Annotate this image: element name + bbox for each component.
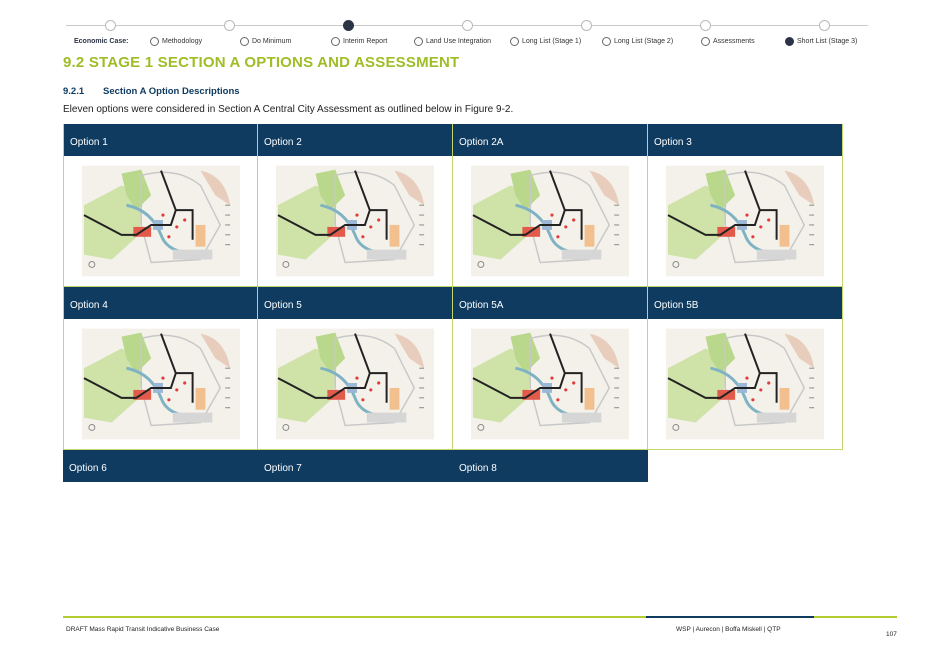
option-map <box>648 156 842 286</box>
progress-node[interactable] <box>224 20 235 31</box>
option-map <box>258 319 452 449</box>
option-map <box>453 319 647 449</box>
option-route-map <box>471 328 629 440</box>
option-title: Option 5A <box>453 287 647 319</box>
option-title: Option 5 <box>258 287 452 319</box>
nav-item-label: Long List (Stage 1) <box>522 38 582 45</box>
option-cell <box>63 124 258 287</box>
option-route-map <box>666 165 824 277</box>
nav-item-land-use[interactable] <box>414 37 491 46</box>
option-map <box>64 319 257 449</box>
subsection-heading <box>63 86 240 97</box>
radio-icon <box>240 37 249 46</box>
option-title: Option 7 <box>258 450 453 482</box>
radio-icon <box>701 37 710 46</box>
option-cell <box>453 450 648 482</box>
progress-node[interactable] <box>819 20 830 31</box>
economic-case-nav <box>0 37 934 51</box>
economic-case-label: Economic Case: <box>74 38 129 45</box>
option-cell <box>453 287 648 450</box>
option-route-map <box>666 328 824 440</box>
option-title: Option 2 <box>258 124 452 156</box>
options-figure <box>63 124 844 482</box>
option-map <box>648 319 842 449</box>
option-map <box>64 156 257 286</box>
nav-item-short-list-3[interactable] <box>785 37 857 46</box>
subsection-title: Section A Option Descriptions <box>103 86 240 97</box>
footer-document-title: DRAFT Mass Rapid Transit Indicative Business Case <box>66 626 220 633</box>
progress-node[interactable] <box>700 20 711 31</box>
option-route-map <box>276 328 434 440</box>
option-cell <box>258 124 453 287</box>
option-route-map <box>471 165 629 277</box>
option-map <box>453 156 647 286</box>
option-route-map <box>82 165 240 277</box>
option-route-map <box>276 165 434 277</box>
radio-selected-icon <box>785 37 794 46</box>
nav-item-assessments[interactable] <box>701 37 755 46</box>
progress-node-active[interactable] <box>343 20 354 31</box>
option-cell <box>258 450 453 482</box>
nav-item-methodology[interactable] <box>150 37 202 46</box>
radio-icon <box>510 37 519 46</box>
footer-authors: WSP | Aurecon | Boffa Miskell | QTP <box>676 626 781 633</box>
nav-item-label: Short List (Stage 3) <box>797 38 858 45</box>
progress-node[interactable] <box>105 20 116 31</box>
options-row <box>63 287 844 450</box>
option-cell <box>63 450 258 482</box>
option-title: Option 2A <box>453 124 647 156</box>
option-route-map <box>82 328 240 440</box>
option-title: Option 3 <box>648 124 842 156</box>
subsection-number: 9.2.1 <box>63 86 85 97</box>
nav-item-interim-report[interactable] <box>331 37 387 46</box>
nav-item-long-list-1[interactable] <box>510 37 581 46</box>
progress-node[interactable] <box>581 20 592 31</box>
option-title: Option 6 <box>63 450 258 482</box>
nav-item-label: Land Use Integration <box>426 38 491 45</box>
intro-paragraph: Eleven options were considered in Section A Central City Assessment as outlined below in Figure 9-2. <box>63 104 514 115</box>
radio-icon <box>150 37 159 46</box>
nav-item-do-minimum[interactable] <box>240 37 291 46</box>
radio-icon <box>414 37 423 46</box>
options-row <box>63 124 844 287</box>
option-title: Option 4 <box>64 287 257 319</box>
option-cell <box>648 124 843 287</box>
option-map <box>258 156 452 286</box>
option-title: Option 1 <box>64 124 257 156</box>
option-title: Option 5B <box>648 287 842 319</box>
option-title: Option 8 <box>453 450 648 482</box>
nav-item-label: Interim Report <box>343 38 388 45</box>
page-number: 107 <box>886 631 897 638</box>
radio-icon <box>331 37 340 46</box>
section-heading: 9.2 STAGE 1 SECTION A OPTIONS AND ASSESSMENT <box>63 54 460 71</box>
option-cell <box>258 287 453 450</box>
nav-item-label: Assessments <box>713 38 755 45</box>
option-cell <box>453 124 648 287</box>
option-cell <box>63 287 258 450</box>
nav-item-label: Long List (Stage 2) <box>614 38 674 45</box>
nav-item-long-list-2[interactable] <box>602 37 673 46</box>
nav-item-label: Methodology <box>162 38 203 45</box>
radio-icon <box>602 37 611 46</box>
footer-rule-accent <box>646 616 814 618</box>
option-cell <box>648 287 843 450</box>
progress-node[interactable] <box>462 20 473 31</box>
options-row <box>63 450 844 482</box>
nav-item-label: Do Minimum <box>252 38 292 45</box>
